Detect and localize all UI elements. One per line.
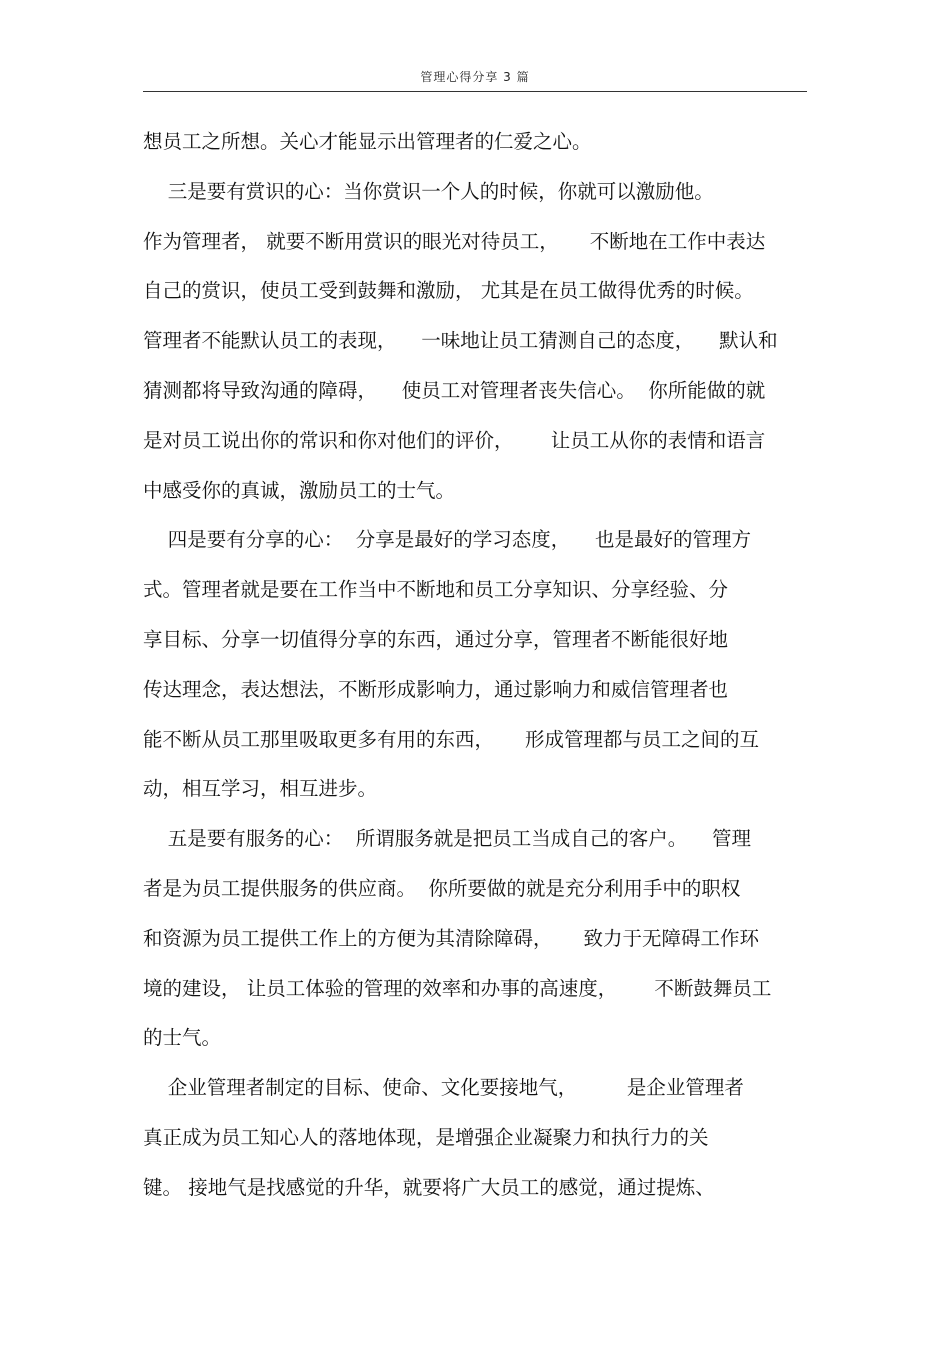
text-line: 管理者不能默认员工的表现， 一味地让员工猜测自己的态度， 默认和 xyxy=(143,329,778,353)
document-body xyxy=(143,124,823,1220)
text-line: 的士气。 xyxy=(143,1026,222,1050)
text-line: 是对员工说出你的常识和你对他们的评价， 让员工从你的表情和语言 xyxy=(143,428,766,452)
header-divider xyxy=(143,91,807,92)
text-line: 作为管理者， 就要不断用赏识的眼光对待员工， 不断地在工作中表达 xyxy=(143,229,766,253)
text-line: 能不断从员工那里吸取更多有用的东西， 形成管理都与员工之间的互 xyxy=(143,727,759,751)
text-line: 键。 接地气是找感觉的升华，就要将广大员工的感觉，通过提炼、 xyxy=(143,1175,715,1199)
text-line: 享目标、分享一切值得分享的东西，通过分享，管理者不断能很好地 xyxy=(143,627,729,651)
text-line: 中感受你的真诚，激励员工的士气。 xyxy=(143,478,456,502)
text-line: 境的建设， 让员工体验的管理的效率和办事的高速度， 不断鼓舞员工 xyxy=(143,976,772,1000)
text-line: 猜测都将导致沟通的障碍， 使员工对管理者丧失信心。 你所能做的就 xyxy=(143,378,766,402)
text-line: 企业管理者制定的目标、使命、文化要接地气， 是企业管理者 xyxy=(143,1076,744,1100)
text-line: 自己的赏识，使员工受到鼓舞和激励， 尤其是在员工做得优秀的时候。 xyxy=(143,279,754,303)
text-line: 传达理念，表达想法，不断形成影响力，通过影响力和威信管理者也 xyxy=(143,677,729,701)
page-header: 管理心得分享 3 篇 xyxy=(420,70,530,84)
text-line: 式。管理者就是要在工作当中不断地和员工分享知识、分享经验、分 xyxy=(143,578,729,602)
text-line: 者是为员工提供服务的供应商。 你所要做的就是充分利用手中的职权 xyxy=(143,876,741,900)
text-line: 五是要有服务的心： 所谓服务就是把员工当成自己的客户。 管理 xyxy=(143,827,751,851)
text-line: 动，相互学习，相互进步。 xyxy=(143,777,378,801)
text-line: 和资源为员工提供工作上的方便为其清除障碍， 致力于无障碍工作环 xyxy=(143,926,759,950)
text-line: 四是要有分享的心： 分享是最好的学习态度， 也是最好的管理方 xyxy=(143,528,751,552)
text-line: 三是要有赏识的心：当你赏识一个人的时候，你就可以激励他。 xyxy=(143,179,714,203)
text-line: 真正成为员工知心人的落地体现，是增强企业凝聚力和执行力的关 xyxy=(143,1125,709,1149)
text-line: 想员工之所想。关心才能显示出管理者的仁爱之心。 xyxy=(143,130,592,153)
